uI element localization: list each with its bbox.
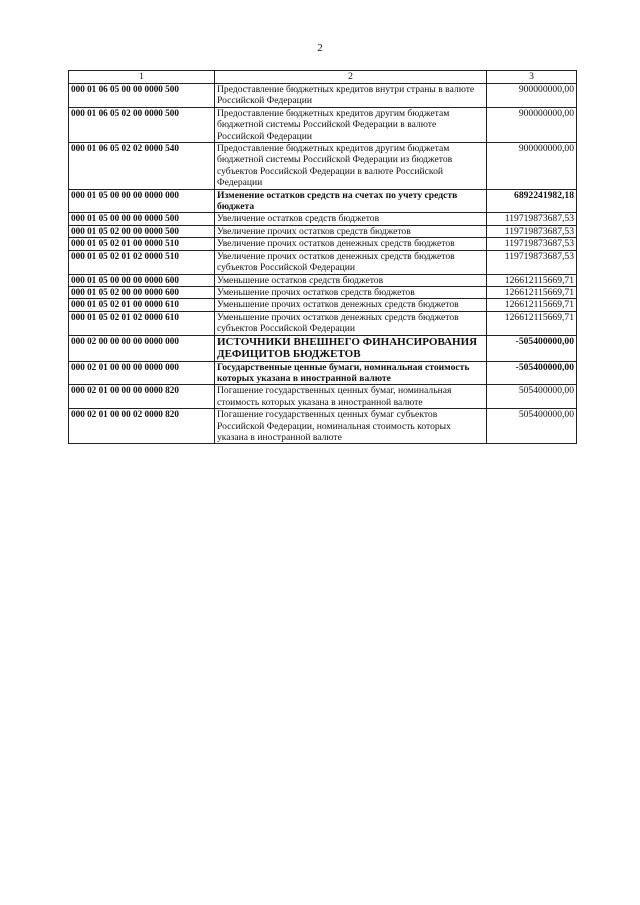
- row-name-cell: Предоставление бюджетных кредитов другим бюджетам бюджетной системы Российской Федерации в валюте Российской Федерации: [215, 107, 487, 142]
- row-sum-cell: 119719873687,53: [487, 225, 577, 237]
- row-name-cell: Уменьшение прочих остатков средств бюджетов: [215, 286, 487, 298]
- table-row: [69, 107, 577, 142]
- table-row: [69, 238, 577, 250]
- row-code-cell: 000 01 05 00 00 00 0000 000: [69, 189, 215, 213]
- row-sum-cell: 900000000,00: [487, 107, 577, 142]
- row-name-cell: Предоставление бюджетных кредитов внутри страны в валюте Российской Федерации: [215, 84, 487, 108]
- row-code-cell: 000 01 06 05 02 02 0000 540: [69, 143, 215, 190]
- row-code-cell: 000 02 00 00 00 00 0000 000: [69, 335, 215, 361]
- header-col-1: 1: [69, 71, 215, 84]
- row-sum-cell: 900000000,00: [487, 143, 577, 190]
- table-row: [69, 213, 577, 225]
- row-name-cell: Увеличение прочих остатков денежных средств бюджетов субъектов Российской Федерации: [215, 250, 487, 274]
- header-col-3: 3: [487, 71, 577, 84]
- page-number: 2: [317, 42, 323, 54]
- row-sum-cell: 126612115669,71: [487, 274, 577, 286]
- row-sum-cell: 119719873687,53: [487, 238, 577, 250]
- table-row: [69, 274, 577, 286]
- row-name-cell: Предоставление бюджетных кредитов другим бюджетам бюджетной системы Российской Федерации из бюджетов субъектов Российской Федерации в валюте Российской Федерации: [215, 143, 487, 190]
- row-name-cell: Уменьшение прочих остатков денежных средств бюджетов субъектов Российской Федерации: [215, 311, 487, 335]
- row-sum-cell: 126612115669,71: [487, 286, 577, 298]
- budget-sources-table: [68, 70, 577, 444]
- row-code-cell: 000 01 05 02 01 00 0000 510: [69, 238, 215, 250]
- row-code-cell: 000 01 05 00 00 00 0000 500: [69, 213, 215, 225]
- row-sum-cell: -505400000,00: [487, 335, 577, 361]
- row-code-cell: 000 01 05 02 00 00 0000 500: [69, 225, 215, 237]
- row-name-cell: Увеличение прочих остатков денежных средств бюджетов: [215, 238, 487, 250]
- row-name-cell: Уменьшение остатков средств бюджетов: [215, 274, 487, 286]
- table-row: [69, 143, 577, 190]
- table-row: [69, 335, 577, 361]
- row-code-cell: 000 01 05 02 00 00 0000 600: [69, 286, 215, 298]
- row-sum-cell: 900000000,00: [487, 84, 577, 108]
- row-name-cell: Увеличение прочих остатков средств бюджетов: [215, 225, 487, 237]
- row-name-cell: ИСТОЧНИКИ ВНЕШНЕГО ФИНАНСИРОВАНИЯ ДЕФИЦИТОВ БЮДЖЕТОВ: [215, 335, 487, 361]
- row-code-cell: 000 02 01 00 00 00 0000 000: [69, 361, 215, 385]
- row-sum-cell: 119719873687,53: [487, 213, 577, 225]
- table-row: [69, 250, 577, 274]
- table-header-row: [69, 71, 577, 84]
- row-sum-cell: 6892241982,18: [487, 189, 577, 213]
- row-code-cell: 000 02 01 00 00 00 0000 820: [69, 385, 215, 409]
- table-row: [69, 385, 577, 409]
- table-row: [69, 409, 577, 444]
- row-code-cell: 000 02 01 00 00 02 0000 820: [69, 409, 215, 444]
- row-sum-cell: 505400000,00: [487, 385, 577, 409]
- row-code-cell: 000 01 05 00 00 00 0000 600: [69, 274, 215, 286]
- table-row: [69, 299, 577, 311]
- row-sum-cell: 126612115669,71: [487, 299, 577, 311]
- row-sum-cell: -505400000,00: [487, 361, 577, 385]
- table-row: [69, 84, 577, 108]
- table-row: [69, 311, 577, 335]
- row-sum-cell: 126612115669,71: [487, 311, 577, 335]
- row-code-cell: 000 01 05 02 01 00 0000 610: [69, 299, 215, 311]
- header-col-2: 2: [215, 71, 487, 84]
- row-name-cell: Погашение государственных ценных бумаг субъектов Российской Федерации, номинальная стоимость которых указана в иностранной валюте: [215, 409, 487, 444]
- row-code-cell: 000 01 05 02 01 02 0000 610: [69, 311, 215, 335]
- row-name-cell: Погашение государственных ценных бумаг, номинальная стоимость которых указана в иностранной валюте: [215, 385, 487, 409]
- table-body: [69, 84, 577, 444]
- row-name-cell: Государственные ценные бумаги, номинальная стоимость которых указана в иностранной валюте: [215, 361, 487, 385]
- row-code-cell: 000 01 06 05 00 00 0000 500: [69, 84, 215, 108]
- table-row: [69, 225, 577, 237]
- row-code-cell: 000 01 06 05 02 00 0000 500: [69, 107, 215, 142]
- row-sum-cell: 505400000,00: [487, 409, 577, 444]
- table-row: [69, 189, 577, 213]
- row-name-cell: Увеличение остатков средств бюджетов: [215, 213, 487, 225]
- table-row: [69, 286, 577, 298]
- row-name-cell: Уменьшение прочих остатков денежных средств бюджетов: [215, 299, 487, 311]
- row-code-cell: 000 01 05 02 01 02 0000 510: [69, 250, 215, 274]
- row-name-cell: Изменение остатков средств на счетах по учету средств бюджета: [215, 189, 487, 213]
- table-row: [69, 361, 577, 385]
- row-sum-cell: 119719873687,53: [487, 250, 577, 274]
